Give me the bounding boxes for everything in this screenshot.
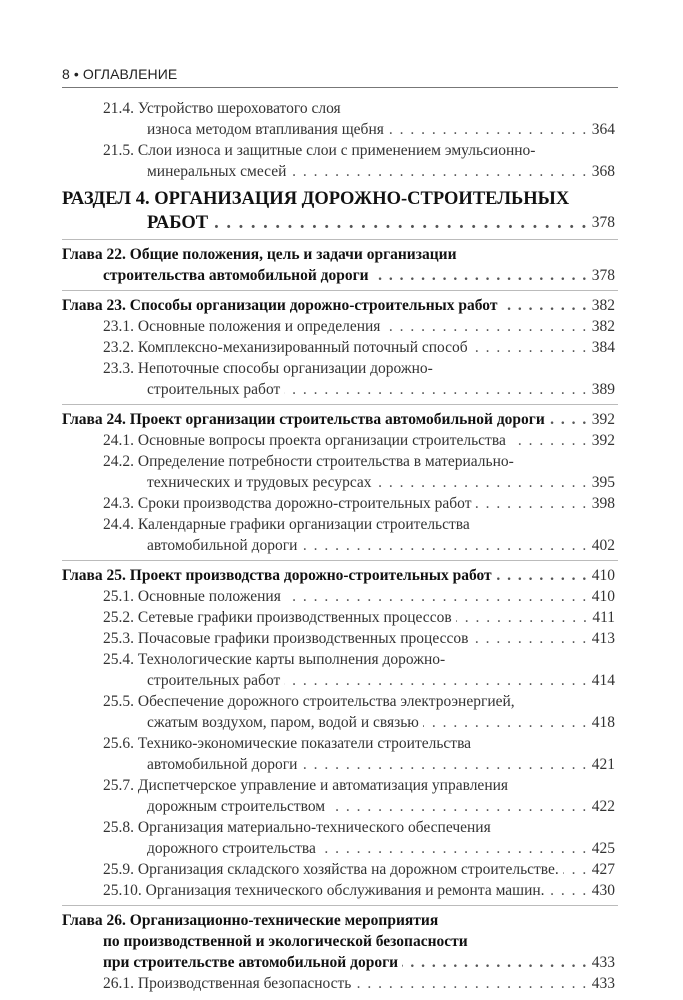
toc-entry-title: 25.2. Сетевые графики производственных процессов [103, 609, 452, 626]
toc-line [62, 379, 615, 400]
toc-line [62, 607, 615, 628]
toc-entry-title: 25.4. Технологические карты выполнения дорожно- [103, 651, 446, 668]
dot-leader [384, 316, 587, 337]
toc-line [62, 910, 615, 931]
toc-line [62, 796, 615, 817]
toc-entry-title: минеральных смесей [147, 163, 287, 180]
toc-entry-title: при строительстве автомобильной дороги [103, 954, 399, 971]
toc-page-number: 425 [591, 840, 615, 857]
toc-subsection[interactable] [62, 880, 615, 901]
toc-page-number: 411 [592, 609, 615, 626]
toc-section[interactable] [62, 187, 615, 235]
toc-line [62, 880, 615, 901]
toc-line [62, 493, 615, 514]
toc-page-number: 392 [591, 411, 615, 428]
toc-line [62, 628, 615, 649]
dot-leader [549, 409, 588, 430]
header-title: ОГЛАВЛЕНИЕ [82, 66, 178, 82]
toc-entry-title: Глава 24. Проект организации строительства автомобильной дороги [62, 411, 545, 428]
toc-entry-title: 26.1. Производственная безопасность [103, 975, 352, 992]
toc-page-number: 395 [591, 474, 615, 491]
toc-line [62, 973, 615, 994]
toc-page-number: 392 [591, 432, 615, 449]
toc-subsection[interactable] [62, 733, 615, 775]
dot-leader [284, 670, 587, 691]
toc-entry-title: дорожного строительства [147, 840, 316, 857]
toc-subsection[interactable] [62, 607, 615, 628]
toc-page-number: 402 [591, 537, 615, 554]
toc-line [62, 295, 615, 316]
toc-line [62, 733, 615, 754]
table-of-contents [62, 98, 615, 994]
toc-subsection[interactable] [62, 493, 615, 514]
toc-page-number: 384 [591, 339, 615, 356]
dot-leader [472, 628, 587, 649]
toc-subsection[interactable] [62, 649, 615, 691]
toc-entry-title: Глава 23. Способы организации дорожно-строительных работ [62, 297, 498, 314]
toc-entry-title: РАЗДЕЛ 4. ОРГАНИЗАЦИЯ ДОРОЖНО-СТРОИТЕЛЬНЫХ [62, 189, 570, 209]
toc-chapter[interactable] [62, 291, 615, 316]
dot-leader [301, 535, 587, 556]
toc-subsection[interactable] [62, 859, 615, 880]
toc-subsection[interactable] [62, 514, 615, 556]
dot-leader [373, 265, 588, 286]
toc-entry-title: Глава 22. Общие положения, цель и задачи организации [62, 246, 457, 263]
toc-line [62, 817, 615, 838]
dot-leader [320, 838, 588, 859]
toc-line [62, 187, 615, 211]
toc-line [62, 211, 615, 235]
toc-line [62, 859, 615, 880]
header-bullet: • [73, 66, 79, 82]
toc-line [62, 565, 615, 586]
dot-leader [284, 379, 587, 400]
toc-entry-title: 25.3. Почасовые графики производственных процессов [103, 630, 469, 647]
toc-line [62, 140, 615, 161]
dot-leader [475, 493, 587, 514]
toc-entry-title: 24.4. Календарные графики организации строительства [103, 516, 470, 533]
toc-entry-title: 25.9. Организация складского хозяйства на дорожном строительстве. [103, 861, 559, 878]
toc-subsection[interactable] [62, 316, 615, 337]
toc-entry-title: строительных работ [147, 381, 281, 398]
toc-entry-title: 25.8. Организация материально-технического обеспечения [103, 819, 491, 836]
toc-subsection[interactable] [62, 691, 615, 733]
toc-entry-title: 25.1. Основные положения [103, 588, 281, 605]
dot-leader [388, 119, 588, 140]
toc-entry-title: 23.2. Комплексно-механизированный поточный способ [103, 339, 468, 356]
dot-leader [376, 472, 588, 493]
toc-chapter[interactable] [62, 240, 615, 286]
dot-leader [563, 859, 588, 880]
toc-page-number: 364 [591, 121, 615, 138]
toc-entry-title: 25.6. Технико-экономические показатели строительства [103, 735, 472, 752]
toc-line [62, 535, 615, 556]
toc-subsection[interactable] [62, 337, 615, 358]
dot-leader [510, 430, 588, 451]
toc-line [62, 265, 615, 286]
toc-entry-title: дорожным строительством [147, 798, 326, 815]
toc-line [62, 712, 615, 733]
toc-line [62, 451, 615, 472]
dot-leader [355, 973, 587, 994]
dot-leader [285, 586, 588, 607]
toc-line [62, 670, 615, 691]
toc-page-number: 410 [591, 588, 615, 605]
toc-subsection[interactable] [62, 140, 615, 182]
toc-entry-title: Глава 26. Организационно-технические мероприятия [62, 912, 439, 929]
toc-line [62, 161, 615, 182]
toc-line [62, 244, 615, 265]
toc-page-number: 433 [591, 954, 615, 971]
toc-line [62, 514, 615, 535]
toc-subsection[interactable] [62, 358, 615, 400]
toc-chapter[interactable] [62, 906, 615, 973]
toc-line [62, 649, 615, 670]
toc-page-number: 382 [591, 318, 615, 335]
toc-page-number: 410 [591, 567, 615, 584]
toc-entry-title: 25.5. Обеспечение дорожного строительства электроэнергией, [103, 693, 515, 710]
running-header [62, 66, 177, 82]
toc-line [62, 838, 615, 859]
toc-line [62, 931, 615, 952]
toc-page-number: 389 [591, 381, 615, 398]
toc-entry-title: автомобильной дороги [147, 756, 298, 773]
dot-leader [290, 161, 587, 182]
toc-subsection[interactable] [62, 973, 615, 994]
toc-entry-title: автомобильной дороги [147, 537, 298, 554]
dot-leader [423, 712, 588, 733]
toc-page-number: 413 [591, 630, 615, 647]
toc-line [62, 775, 615, 796]
toc-page-number: 433 [591, 975, 615, 992]
toc-entry-title: по производственной и экологической безопасности [103, 933, 468, 950]
dot-leader [501, 295, 587, 316]
dot-leader [549, 880, 588, 901]
toc-page-number: 398 [591, 495, 615, 512]
dot-leader [301, 754, 587, 775]
dot-leader [329, 796, 588, 817]
toc-page-number: 421 [591, 756, 615, 773]
header-page-number: 8 [62, 66, 70, 82]
toc-subsection[interactable] [62, 817, 615, 859]
toc-entry-title: 23.3. Непоточные способы организации дорожно- [103, 360, 433, 377]
toc-line [62, 472, 615, 493]
toc-entry-title: строительных работ [147, 672, 281, 689]
toc-subsection[interactable] [62, 628, 615, 649]
toc-page-number: 414 [591, 672, 615, 689]
toc-line [62, 98, 615, 119]
toc-entry-title: износа методом втапливания щебня [147, 121, 384, 138]
header-rule [62, 87, 618, 88]
toc-entry-title: сжатым воздухом, паром, водой и связью [147, 714, 419, 731]
toc-line [62, 409, 615, 430]
toc-entry-title: 21.4. Устройство шероховатого слоя [103, 100, 341, 117]
toc-page-number: 430 [591, 882, 615, 899]
toc-line [62, 119, 615, 140]
toc-line [62, 586, 615, 607]
toc-page-number: 427 [591, 861, 615, 878]
toc-entry-title: 23.1. Основные положения и определения [103, 318, 381, 335]
toc-line [62, 430, 615, 451]
toc-page-number: 378 [591, 267, 615, 284]
toc-chapter[interactable] [62, 405, 615, 430]
toc-line [62, 316, 615, 337]
dot-leader [402, 952, 588, 973]
toc-entry-title: 21.5. Слои износа и защитные слои с применением эмульсионно- [103, 142, 536, 159]
toc-line [62, 691, 615, 712]
dot-leader [456, 607, 589, 628]
toc-chapter[interactable] [62, 561, 615, 586]
dot-leader [472, 337, 588, 358]
toc-subsection[interactable] [62, 451, 615, 493]
toc-page-number: 368 [591, 163, 615, 180]
toc-subsection[interactable] [62, 586, 615, 607]
toc-entry-title: Глава 25. Проект производства дорожно-строительных работ [62, 567, 492, 584]
dot-leader [496, 565, 588, 586]
toc-subsection[interactable] [62, 775, 615, 817]
toc-subsection[interactable] [62, 98, 615, 140]
toc-page-number: 382 [591, 297, 615, 314]
toc-subsection[interactable] [62, 430, 615, 451]
toc-entry-title: РАБОТ [147, 213, 209, 233]
toc-entry-title: технических и трудовых ресурсах [147, 474, 372, 491]
toc-entry-title: строительства автомобильной дороги [103, 267, 369, 284]
toc-line [62, 358, 615, 379]
toc-page-number: 418 [591, 714, 615, 731]
toc-line [62, 754, 615, 775]
dot-leader [212, 211, 588, 235]
toc-entry-title: 24.2. Определение потребности строительства в материально- [103, 453, 514, 470]
toc-line [62, 337, 615, 358]
toc-page-number: 422 [591, 798, 615, 815]
toc-entry-title: 24.3. Сроки производства дорожно-строительных работ [103, 495, 472, 512]
toc-entry-title: 25.7. Диспетчерское управление и автоматизация управления [103, 777, 509, 794]
toc-entry-title: 24.1. Основные вопросы проекта организации строительства [103, 432, 506, 449]
toc-entry-title: 25.10. Организация технического обслуживания и ремонта машин. [103, 882, 545, 899]
toc-page-number: 378 [591, 214, 615, 231]
toc-line [62, 952, 615, 973]
